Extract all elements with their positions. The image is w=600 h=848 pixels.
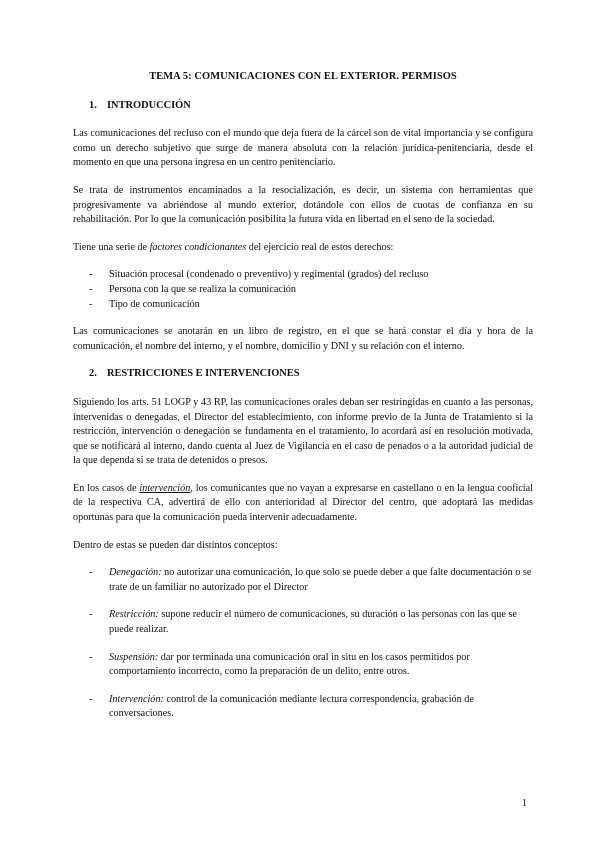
concept-term: Restricción: bbox=[109, 609, 159, 621]
bullet-dash: - bbox=[89, 298, 93, 310]
concept-text: supone reducir el número de comunicaciones, su duración o las personas con las que se puede realizar. bbox=[109, 609, 517, 636]
restrictions-paragraph-3: Dentro de estas se pueden dar distintos conceptos: bbox=[73, 539, 278, 551]
restrictions-p2-text-after: , los comunicantes que no vayan a expresarse en castellano o en la lengua cooficial de la respectiva CA, advertirá de ello con anterioridad al Director del centro, que adoptará las medidas oportunas para que la comunicación pueda intervenir adecuadamente. bbox=[73, 482, 533, 524]
bullet-dash: - bbox=[89, 269, 93, 281]
page-number: 1 bbox=[521, 798, 527, 809]
list-item bbox=[73, 651, 533, 680]
intro-paragraph-4: Las comunicaciones se anotarán en un libro de registro, en el que se hará constar el día y hora de la comunicación, el nombre del interno, y el nombre, domicilio y DNI y su relación con el interno. bbox=[73, 326, 533, 352]
restrictions-paragraph-2 bbox=[73, 482, 533, 526]
section-1-heading bbox=[89, 99, 533, 114]
list-item bbox=[73, 268, 533, 283]
intro-paragraph-1: Las comunicaciones del recluso con el mundo que deja fuera de la cárcel son de vital importancia y se configura como un derecho subjetivo que surge de manera absoluta con la relación jurídica-penitenciaria, desde el momento en que una persona ingresa en un centro penitenciario. bbox=[73, 128, 533, 169]
concept-term: Intervención: bbox=[109, 693, 164, 705]
bullet-dash: - bbox=[89, 567, 93, 579]
list-item-text: Situación procesal (condenado o preventivo) y regimental (grados) del recluso bbox=[109, 269, 429, 281]
document-title: TEMA 5: COMUNICACIONES CON EL EXTERIOR. PERMISOS bbox=[149, 71, 457, 82]
list-item bbox=[73, 693, 533, 722]
section-1-number: 1. bbox=[89, 99, 97, 111]
restrictions-paragraph-1: Siguiendo los arts. 51 LOGP y 43 RP, las comunicaciones orales deban ser restringidas en cuanto a las personas, intervenidas o denegadas, el Director del establecimiento, con informe previo de la Junta de Tratamiento si la restricción, intervención o denegación se fundamenta en el tratamiento, lo acordará así en resolución motivada, que se notificará al interno, dando cuenta al Juez de Vigilancia en el caso de penados o a la autoridad judicial de la que dependa si se trata de detenidos o presos. bbox=[73, 396, 533, 467]
bullet-dash: - bbox=[89, 693, 93, 705]
section-2-title: RESTRICCIONES E INTERVENCIONES bbox=[107, 368, 300, 380]
intro-p3-italic-term: factores condicionantes bbox=[149, 241, 247, 253]
concept-term: Denegación: bbox=[109, 567, 162, 579]
restrictions-p2-text-before: En los casos de bbox=[73, 482, 140, 494]
concept-text: no autorizar una comunicación, lo que solo se puede deber a que falte documentación o se trate de un familiar no autorizado por el Director bbox=[109, 567, 532, 593]
intro-p3-text-before: Tiene una serie de bbox=[73, 241, 150, 253]
bullet-dash: - bbox=[89, 609, 93, 621]
list-item bbox=[73, 298, 533, 313]
concepts-list bbox=[73, 566, 533, 722]
intro-paragraph-3 bbox=[73, 241, 533, 256]
list-item bbox=[73, 608, 533, 637]
bullet-dash: - bbox=[89, 651, 93, 663]
intro-p3-text-after: del ejercicio real de estos derechos: bbox=[246, 241, 394, 253]
list-item bbox=[73, 283, 533, 298]
bullet-dash: - bbox=[89, 283, 93, 295]
list-item-text: Tipo de comunicación bbox=[109, 298, 200, 310]
document-page bbox=[73, 70, 533, 735]
conditioning-factors-list bbox=[73, 268, 533, 312]
concept-term: Suspensión: bbox=[109, 651, 159, 663]
concept-text: control de la comunicación mediante lectura correspondencia, grabación de conversaciones. bbox=[109, 693, 474, 720]
section-2-heading bbox=[89, 367, 533, 382]
concept-text: dar por terminada una comunicación oral in situ en los casos permitidos por comportamiento incorrecto, como la preparación de un delito, entre otros. bbox=[109, 651, 470, 678]
intro-paragraph-2: Se trata de instrumentos encaminados a la resocialización, es decir, un sistema con herramientas que progresivamente va abriéndose al mundo exterior, dotándole con ellos de cuotas de confianza en su rehabilitación. Por lo que la comunicación posibilita la futura vida en libertad en el seno de la sociedad. bbox=[73, 184, 533, 226]
section-2-number: 2. bbox=[89, 368, 97, 380]
list-item-text: Persona con la que se realiza la comunicación bbox=[109, 283, 296, 295]
intervention-term: intervención bbox=[139, 482, 191, 494]
list-item bbox=[73, 566, 533, 595]
section-1-title: INTRODUCCIÓN bbox=[107, 99, 191, 111]
